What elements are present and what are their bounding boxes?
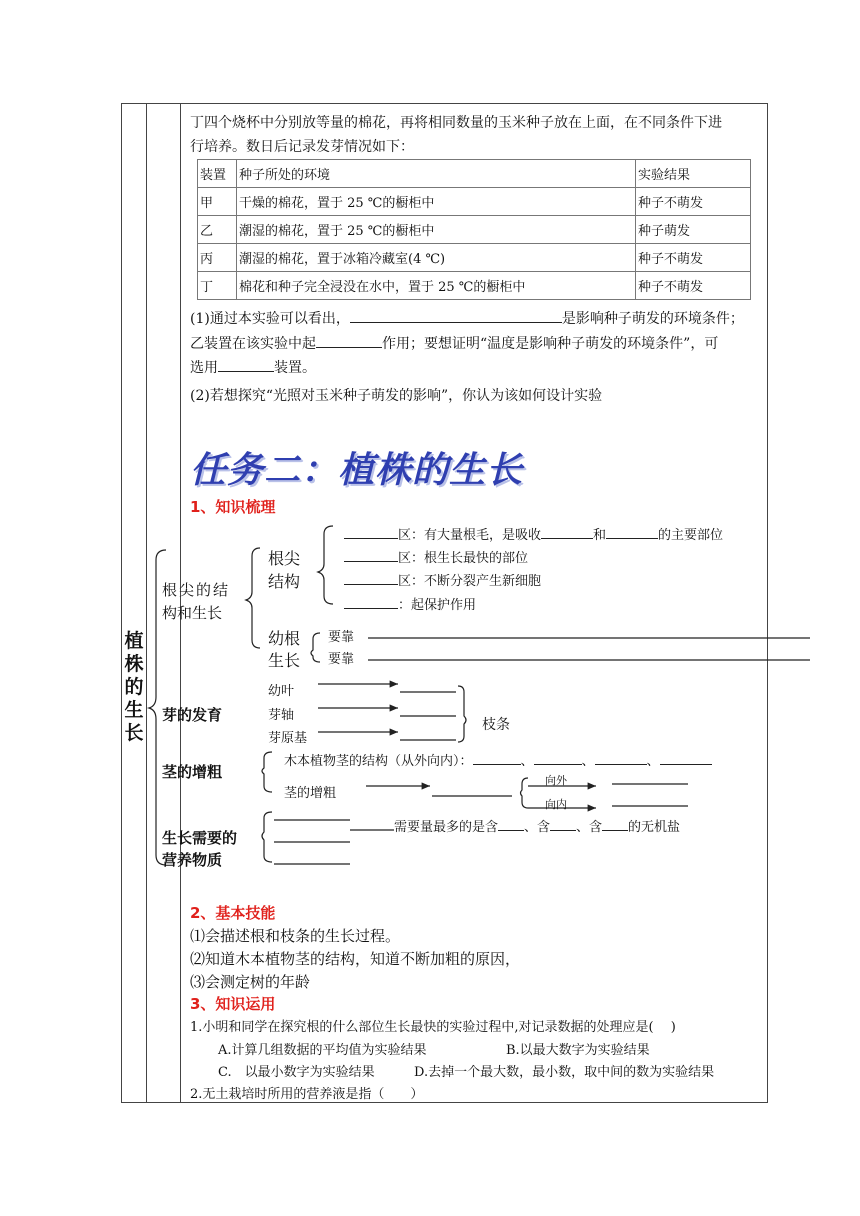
section-1-heading: 1、知识梳理: [190, 498, 276, 516]
stem-structure-text: 木本植物茎的结构（从外向内）：: [284, 754, 473, 769]
answer-blank[interactable]: [344, 549, 398, 562]
nutrition-label-1: 生长需要的: [162, 829, 238, 847]
section-2-heading: 2、基本技能: [190, 904, 276, 922]
answer-blank[interactable]: [344, 572, 398, 585]
option-a[interactable]: A.计算几组数据的平均值为实验结果: [218, 1043, 427, 1058]
question-text: 是影响种子萌发的环境条件；: [561, 311, 744, 327]
rely-label-2: 要靠: [328, 652, 355, 667]
table-cell: 棉花和种子完全浸没在水中，置于 25 ℃的橱柜中: [237, 272, 636, 300]
question-text: (1)通过本实验可以看出，: [190, 311, 350, 327]
stem-branch-label: 茎的增粗: [162, 763, 223, 781]
answer-blank[interactable]: [660, 752, 712, 765]
header-cell: 装置: [198, 160, 237, 188]
root-tip-zone-2: [344, 547, 528, 566]
bud-item: 芽原基: [268, 731, 308, 746]
nutrition-text: [394, 816, 680, 835]
answer-blank[interactable]: [541, 526, 593, 539]
table-cell: 甲: [198, 188, 237, 216]
zone-text: ：起保护作用: [398, 598, 477, 613]
young-root-label-2: 生长: [268, 651, 301, 670]
option-d[interactable]: D.去掉一个最大数，最小数，取中间的数为实验结果: [414, 1065, 715, 1080]
bud-item: 幼叶: [268, 684, 295, 699]
mcq-question-1: 1.小明和同学在探究根的什么部位生长最快的实验过程中,对记录数据的处理应是( ): [190, 1020, 676, 1035]
intro-line-1: 丁四个烧杯中分别放等量的棉花，再将相同数量的玉米种子放在上面，在不同条件下进: [190, 115, 722, 131]
skill-item: ⑶会测定树的年龄: [190, 973, 311, 991]
zone-text: 和: [593, 528, 607, 543]
side-title-char: 植: [124, 630, 144, 652]
rely-label-1: 要靠: [328, 630, 355, 645]
zone-text: 区：不断分裂产生新细胞: [398, 574, 542, 589]
nutrition-text-part: 的无机盐: [628, 820, 681, 835]
skill-item: ⑵知道木本植物茎的结构，知道不断加粗的原因，: [190, 950, 521, 968]
answer-blank[interactable]: [595, 752, 647, 765]
root-tip-zone-1: [344, 524, 723, 543]
mcq-question-2: 2.无土栽培时所用的营养液是指（ ）: [190, 1087, 424, 1102]
table-cell: 种子萌发: [636, 216, 751, 244]
outward-label: 向外: [545, 774, 567, 787]
stem-structure: 木本植物茎的结构（从外向内）： 、 、 、: [284, 750, 712, 769]
zone-text: 区：根生长最快的部位: [398, 551, 529, 566]
root-tip-zone-3: [344, 570, 541, 589]
side-title-char: 生: [124, 699, 144, 721]
section-3-heading: 3、知识运用: [190, 995, 276, 1013]
question-text: 选用: [190, 360, 218, 376]
young-root-label-1: 幼根: [268, 629, 301, 648]
table-cell: 乙: [198, 216, 237, 244]
root-branch-label-1: 根尖的结: [162, 581, 231, 599]
zone-text: 的主要部位: [658, 528, 724, 543]
root-branch-label-2: 构和生长: [162, 604, 223, 622]
intro-line-2: 行培养。数日后记录发芽情况如下：: [190, 139, 414, 155]
table-cell: 种子不萌发: [636, 272, 751, 300]
question-2: (2)若想探究“光照对玉米种子萌发的影响”，你认为该如何设计实验: [190, 388, 603, 404]
task-title: 任务二：植株的生长: [190, 450, 524, 491]
bud-item: 芽轴: [268, 708, 295, 723]
skill-item: ⑴会描述根和枝条的生长过程。: [190, 927, 401, 945]
root-tip-label-2: 结构: [268, 572, 301, 591]
table-cell: 丙: [198, 244, 237, 272]
answer-blank[interactable]: [344, 526, 398, 539]
table-cell: 干燥的棉花，置于 25 ℃的橱柜中: [237, 188, 636, 216]
table-cell: 种子不萌发: [636, 188, 751, 216]
header-cell: 实验结果: [636, 160, 751, 188]
nutrition-text-part: 需要量最多的是含: [394, 820, 499, 835]
root-tip-zone-4: [344, 594, 476, 613]
answer-blank[interactable]: [602, 818, 628, 831]
inward-label: 向内: [545, 798, 567, 811]
question-text: 作用；要想证明“温度是影响种子萌发的环境条件”，可: [382, 336, 719, 352]
option-b[interactable]: B.以最大数字为实验结果: [506, 1043, 650, 1058]
bud-branch-label: 芽的发育: [162, 706, 223, 724]
question-text: 乙装置在该实验中起: [190, 336, 316, 352]
zone-text: 区：有大量根毛，是吸收: [398, 528, 542, 543]
stem-thickening-label: 茎的增粗: [284, 786, 337, 801]
nutrition-text-part: 、含: [576, 820, 603, 835]
table-cell: 丁: [198, 272, 237, 300]
table-cell: 种子不萌发: [636, 244, 751, 272]
answer-blank[interactable]: [473, 752, 521, 765]
branch-label: 枝条: [482, 717, 510, 733]
side-title-char: 的: [124, 676, 144, 698]
answer-blank[interactable]: [534, 752, 582, 765]
answer-blank[interactable]: [606, 526, 658, 539]
table-cell: 潮湿的棉花，置于 25 ℃的橱柜中: [237, 216, 636, 244]
root-tip-label-1: 根尖: [268, 549, 301, 568]
nutrition-label-2: 营养物质: [162, 851, 223, 869]
option-c[interactable]: C. 以最小数字为实验结果: [218, 1065, 375, 1080]
side-title-char: 株: [124, 653, 144, 675]
side-title-char: 长: [124, 722, 144, 744]
answer-blank[interactable]: [344, 596, 398, 609]
question-text: 装置。: [274, 360, 316, 376]
answer-blank[interactable]: [498, 818, 524, 831]
answer-blank[interactable]: [550, 818, 576, 831]
nutrition-text-part: 、含: [524, 820, 551, 835]
header-cell: 种子所处的环境: [237, 160, 636, 188]
table-cell: 潮湿的棉花，置于冰箱冷藏室(4 ℃): [237, 244, 636, 272]
